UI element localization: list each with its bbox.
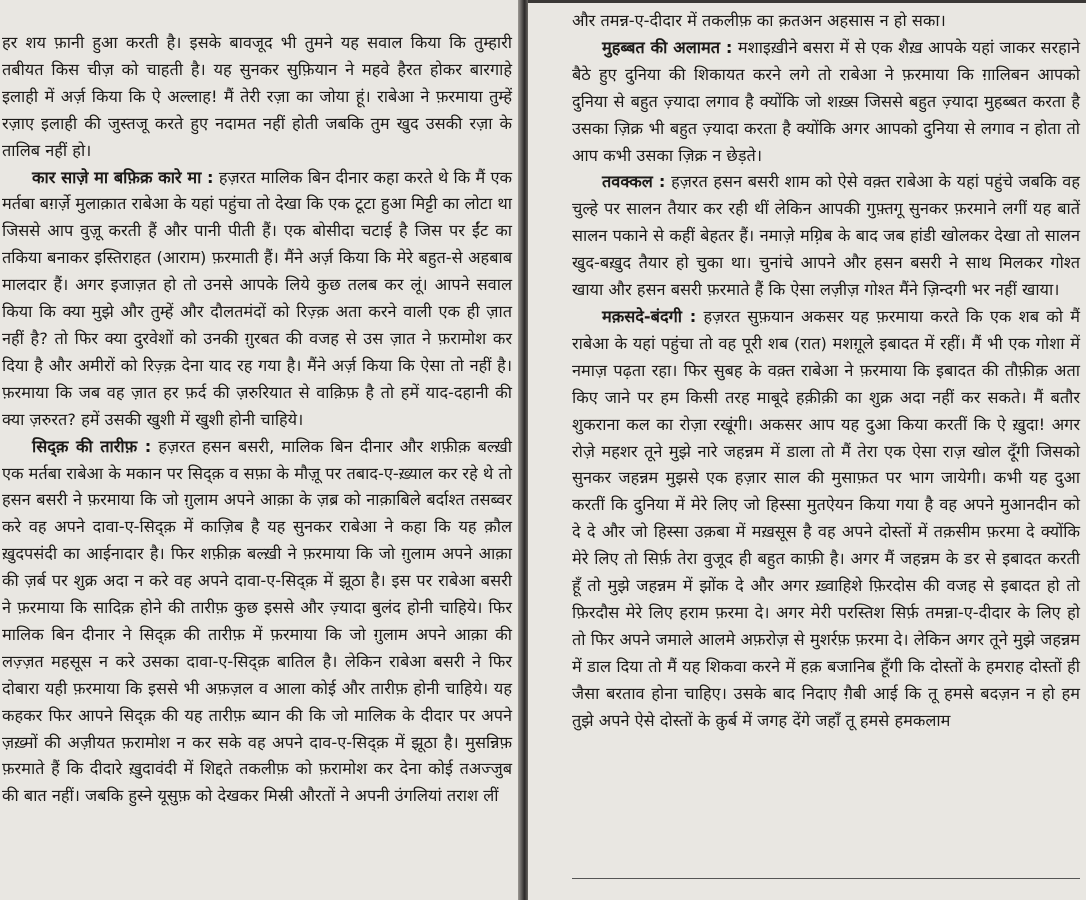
paragraph xyxy=(572,8,1080,35)
paragraph-text: मशाइख़ीने बसरा में से एक शैख़ आपके यहां जाकर सरहाने बैठे हुए दुनिया की शिकायत करने लगे तो राबेआ ने फ़रमाया कि ग़ालिबन आपको दुनिया से बहुत ज़्यादा लगाव है क्योंकि जो शख़्स जिससे बहुत ज़्यादा मुहब्बत करता है उसका ज़िक्र भी बहुत ज़्यादा करता है क्योंकि अगर आपको दुनिया से लगाव न होता तो आप कभी उसका ज़िक्र न छेड़ते। xyxy=(572,37,1081,165)
top-rule xyxy=(528,0,1086,3)
paragraph-text: हज़रत हसन बसरी शाम को ऐसे वक़्त राबेआ के यहां पहुंचे जबकि वह चुल्हे पर सालन तैयार कर रही थीं लेकिन आपकी गुफ़्तगू सुनकर फ़रमाने लगीं यह बातें सालन पकाने से कहीं बेहतर हैं। नमाज़े मग़्रिब के बाद जब हांडी खोलकर देखा तो सालन खुद-बख़ुद तैयार हो चुका था। चुनांचे आपने और हसन बसरी ने साथ मिलकर गोश्त खाया और हसन बसरी फ़रमाते हैं कि ऐसा लज़ीज़ गोश्त मैंने ज़िन्दगी भर नहीं खाया। xyxy=(572,172,1080,300)
paragraph-heading: मुहब्बत की अलामत : xyxy=(602,37,733,57)
paragraph xyxy=(2,30,512,165)
left-page-text xyxy=(2,30,512,810)
bottom-rule xyxy=(572,878,1080,879)
right-page xyxy=(528,0,1086,900)
paragraph-heading: कार साज़े मा बफ़िक्र कारे मा : xyxy=(32,167,214,187)
paragraph xyxy=(572,169,1080,304)
paragraph xyxy=(572,304,1080,735)
right-page-text xyxy=(572,8,1080,734)
left-page xyxy=(0,0,520,900)
paragraph-text: हज़रत हसन बसरी, मालिक बिन दीनार और शफ़ीक़ बल्ख़ी एक मर्तबा राबेआ के मकान पर सिद्क़ व सफ़ा के मौज़ू पर तबाद-ए-ख़्याल कर रहे थे तो हसन बसरी ने फ़रमाया कि जो ग़ुलाम अपने आक़ा के ज़ब्र को नाक़ाबिले बर्दाश्त तसब्वर करे वह अपने दावा-ए-सिद्क़ में काज़िब है यह सुनकर राबेआ ने कहा कि यह क़ौल ख़ुदपसंदी का आईनादार है। फिर शफ़ीक़ बल्ख़ी ने फ़रमाया कि जो ग़ुलाम अपने आक़ा की ज़र्ब पर शुक्र अदा न करे वह अपने दावा-ए-सिद्क़ में झूठा है। इस पर राबेआ बसरी ने फ़रमाया कि सादिक़ होने की तारीफ़ कुछ इससे और ज़्यादा बुलंद होनी चाहिये। फिर मालिक बिन दीनार ने सिद्क़ की तारीफ़ में फ़रमाया कि जो ग़ुलाम अपने आक़ा की लज़्ज़त महसूस न करे उसका दावा-ए-सिद्क़ बातिल है। लेकिन राबेआ बसरी ने फिर दोबारा यही फ़रमाया कि इससे भी अफ़ज़ल व आला कोई और तारीफ़ होनी चाहिये। यह कहकर फिर आपने सिद्क़ की यह तारीफ़ ब्यान की कि जो मालिक के दीदार पर अपने ज़ख़्मों की अज़ीयत फ़रामोश न कर सके वह अपने दाव-ए-सिद्क़ में झूठा है। मुसन्निफ़ फ़रमाते हैं कि दीदारे ख़ुदावंदी में शिद्दते तकलीफ़ को फ़रामोश कर देना कोई तअज्जुब की बात नहीं। जबकि हुस्ने यूसुफ़ को देखकर मिस्री औरतों ने अपनी उंगलियां तराश लीं xyxy=(2,436,512,806)
paragraph xyxy=(572,35,1080,170)
paragraph xyxy=(2,165,512,434)
paragraph-heading: मक़सदे-बंदगी : xyxy=(602,306,697,326)
paragraph-heading: सिद्क़ की तारीफ़ : xyxy=(32,436,152,456)
paragraph-text: और तमन्न-ए-दीदार में तकलीफ़ का क़तअन अहसास न हो सका। xyxy=(572,11,946,30)
paragraph-text: हज़रत सुफ़यान अकसर यह फ़रमाया करते कि एक शब को मैं राबेआ के यहां पहुंचा तो वह पूरी शब (रात) मशग़ूले इबादत में रहीं। मैं भी एक गोशा में नमाज़ पढ़ता रहा। फिर सुबह के वक़्त राबेआ ने फ़रमाया कि इबादत की तौफ़ीक़ अता किए जाने पर हम किसी तरह माबूदे हक़ीक़ी का शुक्र अदा नहीं कर सकते। मैं बतौर शुकराना कल का रोज़ा रखूंगी। अकसर आप यह दुआ किया करतीं कि ऐ ख़ुदा! अगर रोज़े महशर तूने मुझे नारे जहन्नम में डाला तो मैं तेरा एक ऐसा राज़ खोल दूँगी जिसको सुनकर जहन्नम मुझसे एक हज़ार साल की मुसाफ़त पर भाग जायेगी। कभी यह दुआ करतीं कि दुनिया में मेरे लिए जो हिस्सा मुतऐयन किया गया है वह अपने मुआनदीन को दे दे और जो हिस्सा उक़बा में मख़सूस है वह अपने दोस्तों में तक़सीम फ़रमा दे क्योंकि मेरे लिए तो सिर्फ़ तेरा वुजूद ही बहुत काफ़ी है। अगर मैं जहन्नम के डर से इबादत करती हूँ तो मुझे जहन्नम में झोंक दे और अगर ख़्वाहिशे फ़िरदोस की वजह से इबादत हो तो फ़िरदौस मेरे लिए हराम फ़रमा दे। अगर मेरी परस्तिश सिर्फ़ तमन्ना-ए-दीदार के लिए हो तो फिर अपने जमाले आलमे अफ़रोज़ से मुशर्रफ़ फ़रमा दे। लेकिन अगर तूने मुझे जहन्नम में डाल दिया तो मैं यह शिकवा करने में हक़ बजानिब हूँगी कि दोस्तों के हमराह दोस्तों ही जैसा बरताव होना चाहिए। उसके बाद निदाए ग़ैबी आई कि तू हमसे बदज़न न हो हम तुझे अपने ऐसे दोस्तों के क़ुर्ब में जगह देंगे जहाँ तू हमसे हमकलाम xyxy=(572,306,1081,730)
paragraph-text: हज़रत मालिक बिन दीनार कहा करते थे कि मैं एक मर्तबा बग़र्ज़े मुलाक़ात राबेआ के यहां पहुंचा तो देखा कि एक टूटा हुआ मिट्टी का लोटा था जिससे आप वुज़ू करती हैं और पानी पीती हैं। एक बोसीदा चटाई है जिस पर ईंट का तकिया बनाकर इस्तिराहत (आराम) फ़रमाती हैं। मैंने अर्ज़ किया कि मेरे बहुत-से अहबाब मालदार हैं। अगर इजाज़त हो तो उनसे आपके लिये कुछ तलब कर लूं। आपने सवाल किया कि क्या मुझे और तुम्हें और दौलतमंदों को रिज़्क़ अता करने वाली एक ही ज़ात नहीं है? तो फिर क्या दुरवेशों को उनकी ग़ुरबत की वजह से उस ज़ात ने फ़रामोश कर दिया है और अमीरों को रिज़्क़ देना याद रह गया है। मैंने अर्ज़ किया कि ऐसा तो नहीं है। फ़रमाया कि जब वह ज़ात हर फ़र्द की ज़रुरियात से वाक़िफ़ है तो हमें याद-दहानी की क्या ज़रुरत? हमें उसकी खुशी में खुशी होनी चाहिये। xyxy=(2,167,513,429)
paragraph-heading: तवक्कल : xyxy=(602,172,666,192)
paragraph-text: हर शय फ़ानी हुआ करती है। इसके बावजूद भी तुमने यह सवाल किया कि तुम्हारी तबीयत किस चीज़ को चाहती है। यह सुनकर सुफ़ियान ने महवे हैरत होकर बारगाहे इलाही में अर्ज़ किया कि ऐ अल्लाह! मैं तेरी रज़ा का जोया हूं। राबेआ ने फ़रमाया तुम्हें रज़ाए इलाही की जुस्तजू करते हुए नदामत नहीं होती जबकि तुम खुद उसकी रज़ा के तालिब नहीं हो। xyxy=(2,33,512,160)
paragraph xyxy=(2,434,512,811)
